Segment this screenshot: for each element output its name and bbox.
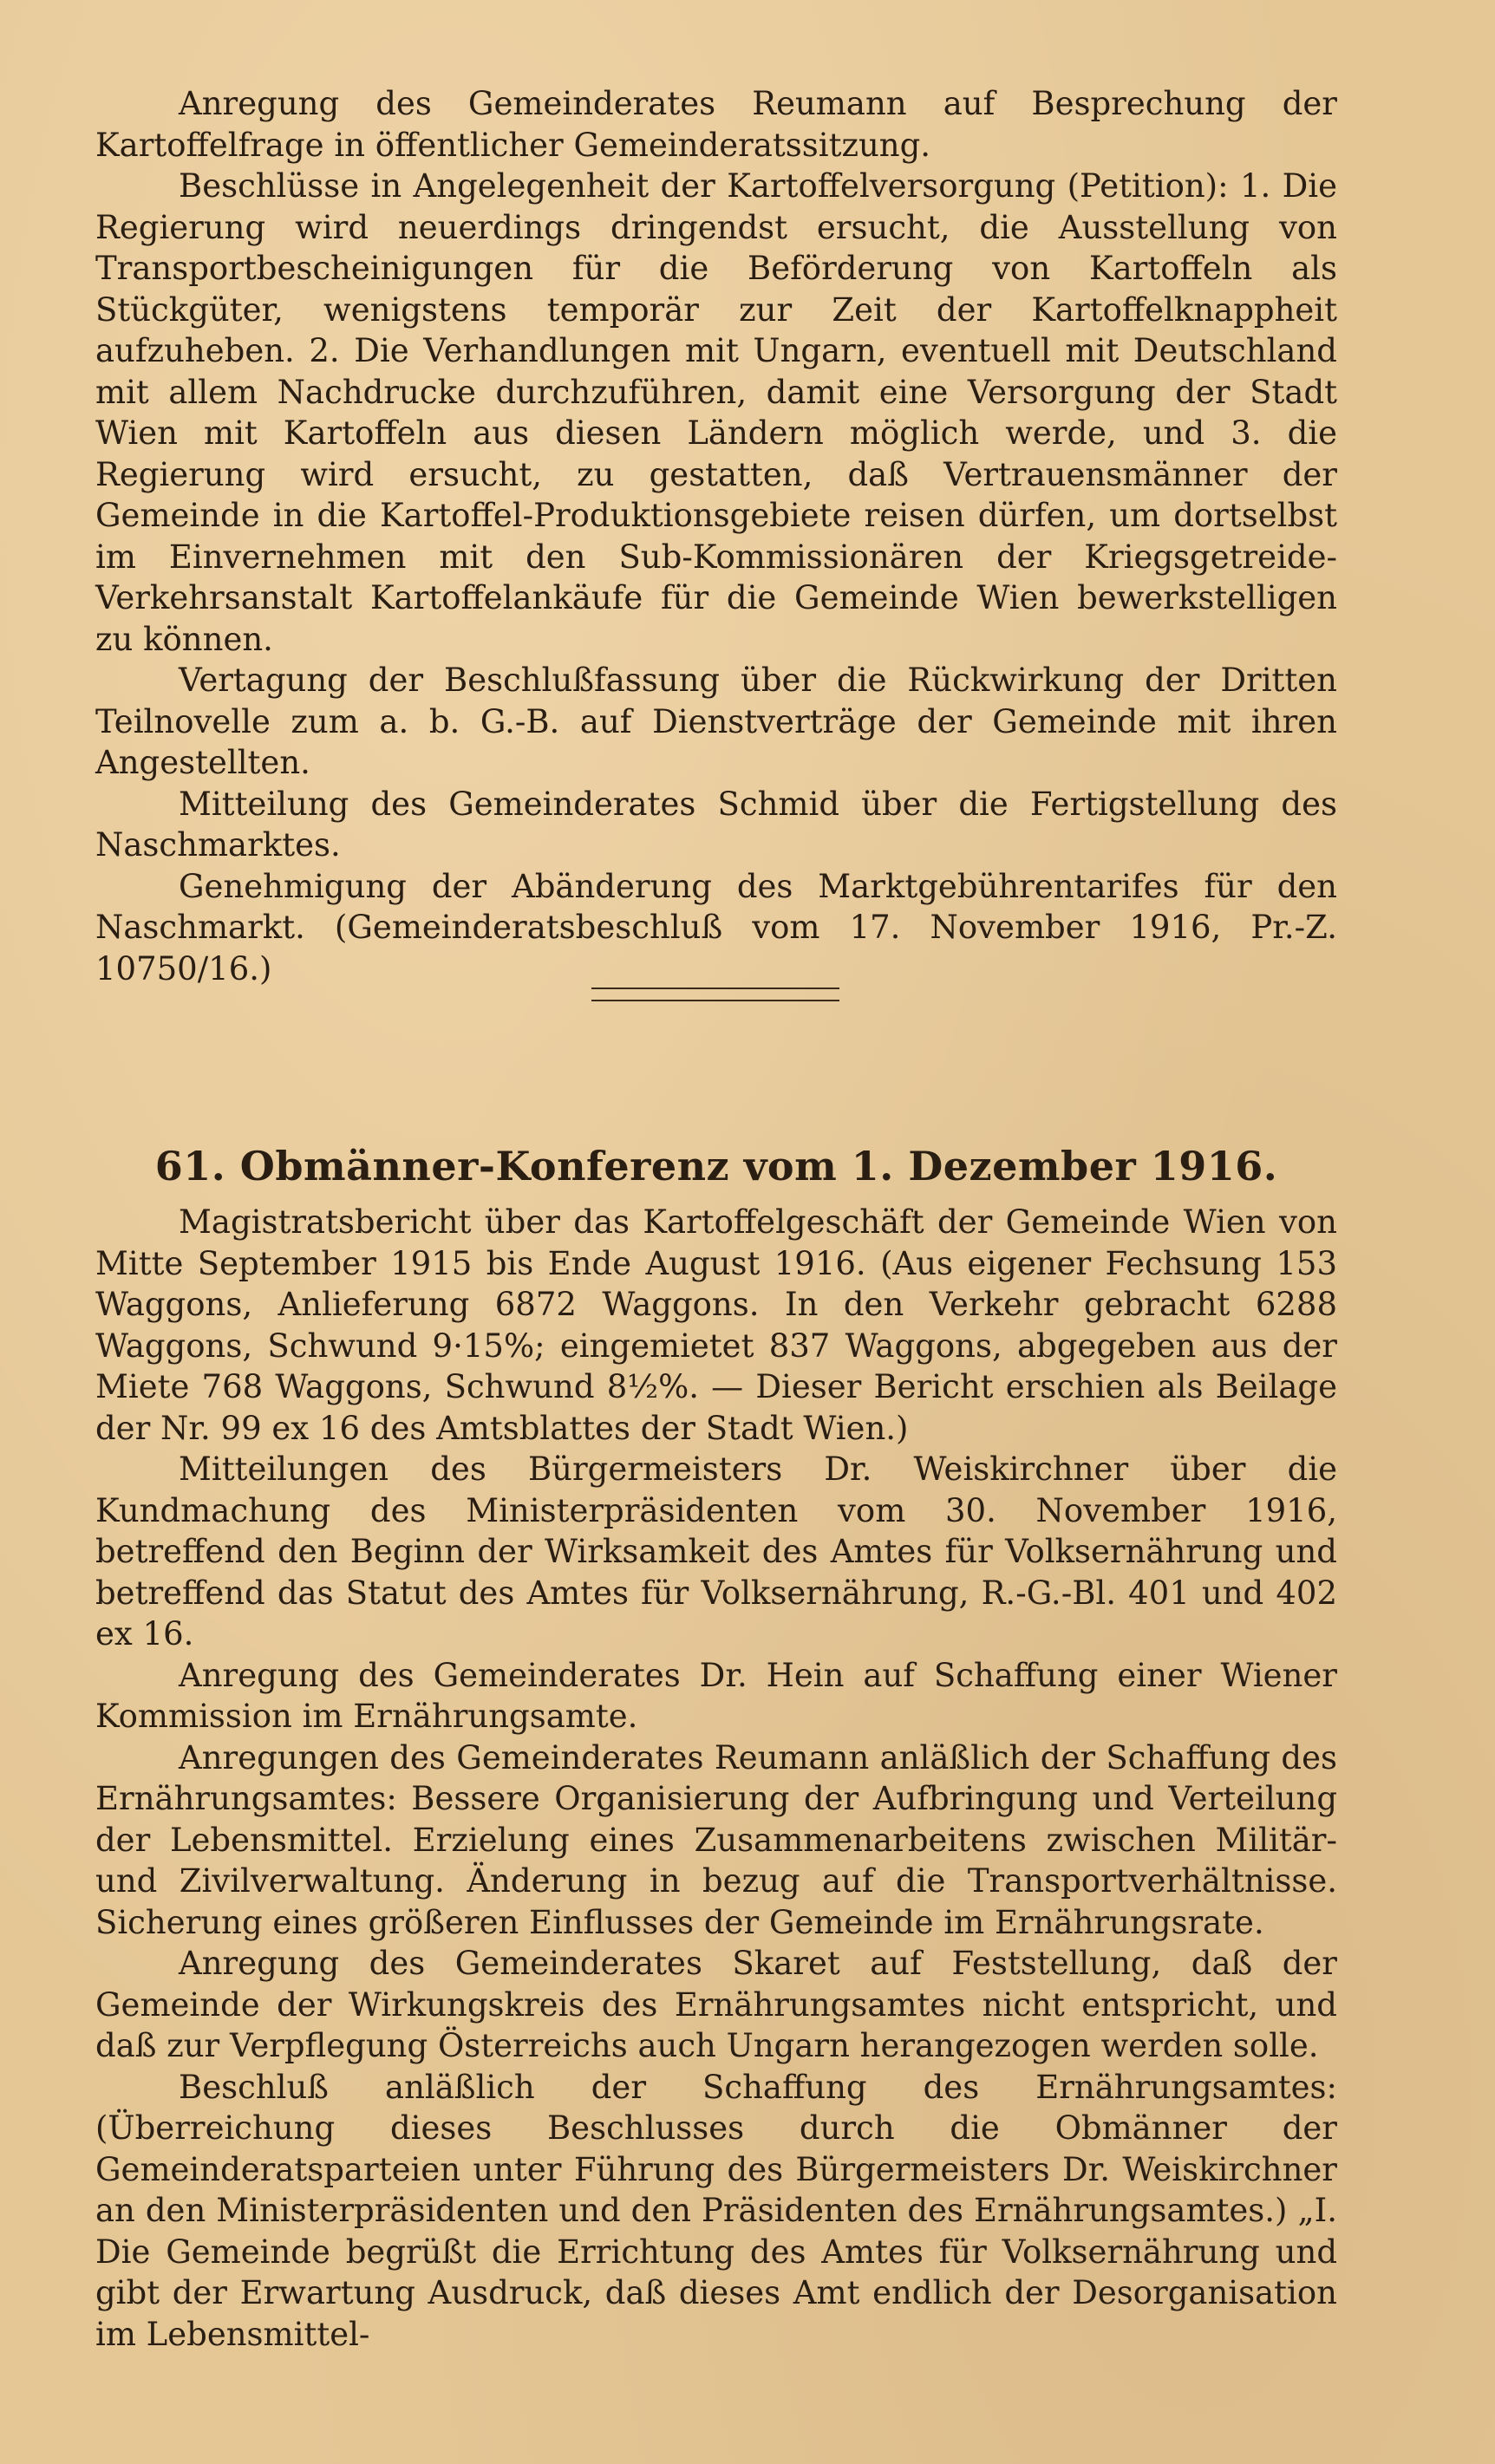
paragraph: Anregung des Gemeinderates Dr. Hein auf Schaffung einer Wiener Kommission im Ernährungsamte. [95, 1656, 1337, 1735]
paragraph: Genehmigung der Abänderung des Marktgebührentarifes für den Naschmarkt. (Gemeinderatsbeschluß vom 17. November 1916, Pr.-Z. 10750/16.) [95, 867, 1337, 988]
top-section [95, 83, 1337, 989]
paragraph: Anregungen des Gemeinderates Reumann anläßlich der Schaffung des Ernährungsamtes: Bessere Organisierung der Aufbringung und Verteilung der Lebensmittel. Erzielung eines Zusammenarbeitens zwischen Militär- und Zivilverwaltung. Änderung in bezug auf die Transportverhältnisse. Sicherung eines größeren Einflusses der Gemeinde im Ernährungsrate. [95, 1738, 1337, 1941]
paragraph: Beschlüsse in Angelegenheit der Kartoffelversorgung (Petition): 1. Die Regierung wird neuerdings dringendst ersucht, die Ausstellung von Transportbescheinigungen für die Beförderung von Kartoffeln als Stückgüter, wenigstens temporär zur Zeit der Kartoffelknappheit aufzuheben. 2. Die Verhandlungen mit Ungarn, eventuell mit Deutschland mit allem Nachdrucke durchzuführen, damit eine Versorgung der Stadt Wien mit Kartoffeln aus diesen Ländern möglich werde, und 3. die Regierung wird ersucht, zu gestatten, daß Vertrauensmänner der Gemeinde in die Kartoffel-Produktionsgebiete reisen dürfen, um dortselbst im Einvernehmen mit den Sub-Kommissionären der Kriegsgetreide-Verkehrsanstalt Kartoffelankäufe für die Gemeinde Wien bewerkstelligen zu können. [95, 167, 1337, 658]
section-divider-line [591, 988, 839, 989]
paragraph: Beschluß anläßlich der Schaffung des Ernährungsamtes: (Überreichung dieses Beschlusses durch die Obmänner der Gemeinderatsparteien unter Führung des Bürgermeisters Dr. Weiskirchner an den Ministerpräsidenten und den Präsidenten des Ernährungsamtes.) „I. Die Gemeinde begrüßt die Errichtung des Amtes für Volksernährung und gibt der Erwartung Ausdruck, daß dieses Amt endlich der Desorganisation im Lebensmittel- [95, 2068, 1337, 2353]
section-divider-line [591, 1000, 839, 1001]
paragraph: Anregung des Gemeinderates Skaret auf Feststellung, daß der Gemeinde der Wirkungskreis des Ernährungsamtes nicht entspricht, und daß zur Verpflegung Österreichs auch Ungarn herangezogen werden solle. [95, 1945, 1337, 2064]
paragraph: Magistratsbericht über das Kartoffelgeschäft der Gemeinde Wien von Mitte September 1915 bis Ende August 1916. (Aus eigener Fechsung 153 Waggons, Anlieferung 6872 Waggons. In den Verkehr gebracht 6288 Waggons, Schwund 9·15%; eingemietet 837 Waggons, abgegeben aus der Miete 768 Waggons, Schwund 8½%. — Dieser Bericht erschien als Beilage der Nr. 99 ex 16 des Amtsblattes der Stadt Wien.) [95, 1203, 1337, 1447]
section-heading: 61. Obmänner-Konferenz vom 1. Dezember 1916. [154, 1143, 1278, 1190]
paragraph: Mitteilung des Gemeinderates Schmid über die Fertigstellung des Naschmarktes. [95, 785, 1337, 864]
paragraph: Anregung des Gemeinderates Reumann auf Besprechung der Kartoffelfrage in öffentlicher Gemeinderatssitzung. [95, 85, 1337, 164]
paragraph: Vertagung der Beschlußfassung über die Rückwirkung der Dritten Teilnovelle zum a. b. G.-B. auf Dienstverträge der Gemeinde mit ihren Angestellten. [95, 662, 1337, 781]
bottom-section [95, 1202, 1337, 2355]
paragraph: Mitteilungen des Bürgermeisters Dr. Weiskirchner über die Kundmachung des Ministerpräsidenten vom 30. November 1916, betreffend den Beginn der Wirksamkeit des Amtes für Volksernährung und betreffend das Statut des Amtes für Volksernährung, R.-G.-Bl. 401 und 402 ex 16. [95, 1450, 1337, 1652]
